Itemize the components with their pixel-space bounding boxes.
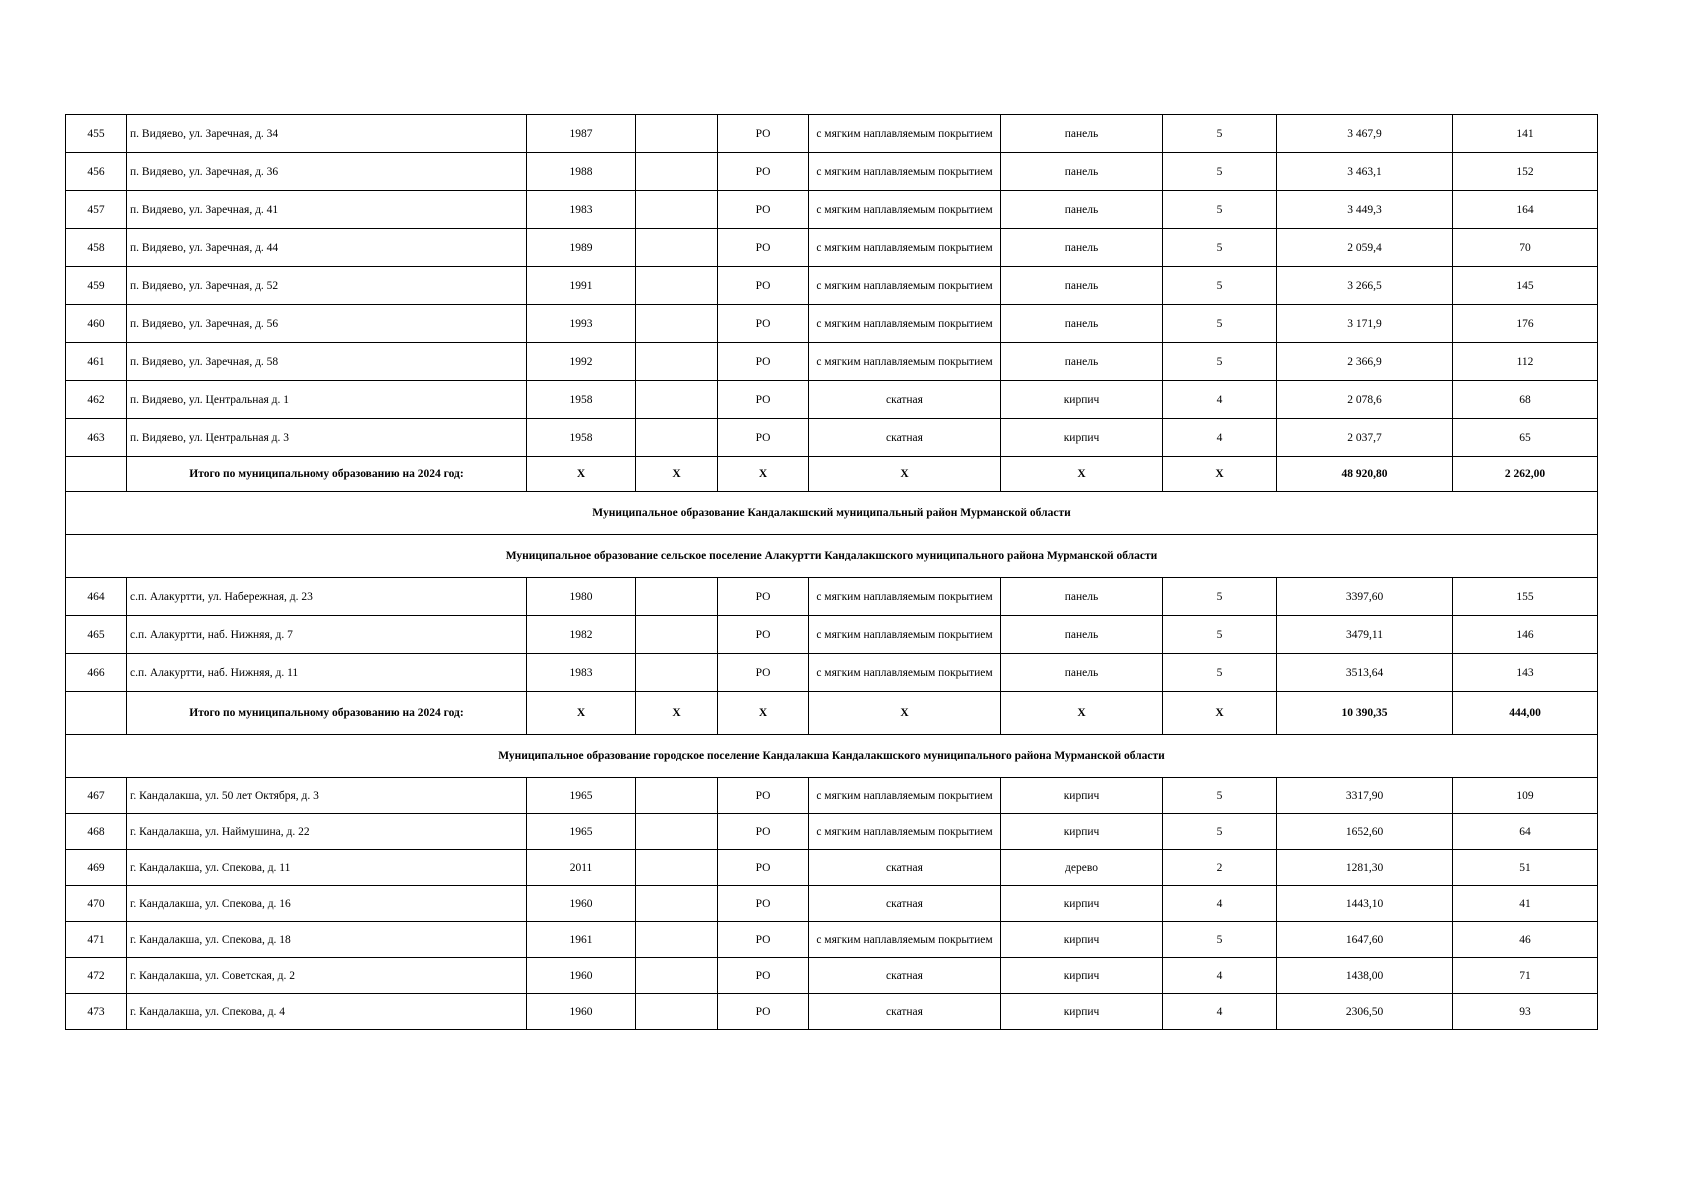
row-number: 466 [66,654,127,692]
address-cell: п. Видяево, ул. Заречная, д. 34 [127,115,527,153]
total-x-cell: X [527,692,636,735]
wall-cell: кирпич [1001,814,1163,850]
form-cell: РО [718,814,809,850]
floors-cell: 5 [1163,578,1277,616]
address-cell: г. Кандалакша, ул. Спекова, д. 18 [127,922,527,958]
floors-cell: 5 [1163,305,1277,343]
total-area: 48 920,80 [1277,457,1453,492]
table-row [66,153,1598,191]
floors-cell: 5 [1163,654,1277,692]
floors-cell: 4 [1163,419,1277,457]
form-cell: РО [718,267,809,305]
roof-cell: с мягким наплавляемым покрытием [809,115,1001,153]
wall-cell: кирпич [1001,922,1163,958]
total-x-cell: X [1001,457,1163,492]
area-cell: 1647,60 [1277,922,1453,958]
address-cell: г. Кандалакша, ул. Советская, д. 2 [127,958,527,994]
blank-cell [636,654,718,692]
year-cell: 1961 [527,922,636,958]
address-cell: г. Кандалакша, ул. 50 лет Октября, д. 3 [127,778,527,814]
address-cell: п. Видяево, ул. Заречная, д. 52 [127,267,527,305]
total-x-cell: X [718,457,809,492]
form-cell: РО [718,153,809,191]
residents-cell: 155 [1453,578,1598,616]
total-x-cell: X [809,457,1001,492]
area-cell: 3397,60 [1277,578,1453,616]
total-residents: 2 262,00 [1453,457,1598,492]
row-number: 470 [66,886,127,922]
year-cell: 1991 [527,267,636,305]
wall-cell: панель [1001,153,1163,191]
address-cell: г. Кандалакша, ул. Спекова, д. 11 [127,850,527,886]
row-number: 457 [66,191,127,229]
row-number: 461 [66,343,127,381]
row-number: 465 [66,616,127,654]
wall-cell: панель [1001,115,1163,153]
area-cell: 3 463,1 [1277,153,1453,191]
total-x-cell: X [1001,692,1163,735]
blank-cell [636,153,718,191]
residents-cell: 164 [1453,191,1598,229]
wall-cell: панель [1001,191,1163,229]
floors-cell: 5 [1163,343,1277,381]
year-cell: 1960 [527,994,636,1030]
blank-cell [636,958,718,994]
settlement-title: Муниципальное образование городское поселение Кандалакша Кандалакшского муниципального района Мурманской области [66,735,1598,778]
blank-cell [636,305,718,343]
address-cell: г. Кандалакша, ул. Спекова, д. 4 [127,994,527,1030]
total-residents: 444,00 [1453,692,1598,735]
year-cell: 1987 [527,115,636,153]
table-row [66,850,1598,886]
year-cell: 1960 [527,958,636,994]
wall-cell: панель [1001,616,1163,654]
table-row [66,305,1598,343]
total-x-cell: X [636,692,718,735]
table-row [66,886,1598,922]
wall-cell: кирпич [1001,958,1163,994]
year-cell: 1992 [527,343,636,381]
year-cell: 1965 [527,778,636,814]
residents-cell: 68 [1453,381,1598,419]
address-cell: г. Кандалакша, ул. Спекова, д. 16 [127,886,527,922]
blank-cell [636,886,718,922]
area-cell: 3 266,5 [1277,267,1453,305]
roof-cell: с мягким наплавляемым покрытием [809,229,1001,267]
blank-cell [636,381,718,419]
address-cell: с.п. Алакуртти, наб. Нижняя, д. 7 [127,616,527,654]
floors-cell: 4 [1163,381,1277,419]
blank-cell [636,616,718,654]
roof-cell: скатная [809,381,1001,419]
form-cell: РО [718,305,809,343]
row-number: 456 [66,153,127,191]
floors-cell: 4 [1163,958,1277,994]
year-cell: 1958 [527,419,636,457]
blank-cell [636,850,718,886]
residents-cell: 51 [1453,850,1598,886]
form-cell: РО [718,115,809,153]
roof-cell: с мягким наплавляемым покрытием [809,778,1001,814]
district-title: Муниципальное образование Кандалакшский муниципальный район Мурманской области [66,492,1598,535]
residents-cell: 41 [1453,886,1598,922]
floors-cell: 5 [1163,229,1277,267]
year-cell: 1980 [527,578,636,616]
wall-cell: панель [1001,229,1163,267]
table-row [66,343,1598,381]
wall-cell: панель [1001,578,1163,616]
table-row [66,922,1598,958]
year-cell: 2011 [527,850,636,886]
total-x-cell: X [527,457,636,492]
section-row [66,735,1598,778]
blank-cell [636,343,718,381]
form-cell: РО [718,994,809,1030]
total-label: Итого по муниципальному образованию на 2024 год: [127,457,527,492]
roof-cell: скатная [809,419,1001,457]
blank-cell [636,778,718,814]
table-row [66,115,1598,153]
residents-cell: 70 [1453,229,1598,267]
roof-cell: скатная [809,886,1001,922]
table-row [66,229,1598,267]
wall-cell: кирпич [1001,886,1163,922]
year-cell: 1983 [527,654,636,692]
table-body [66,115,1598,1030]
address-cell: с.п. Алакуртти, ул. Набережная, д. 23 [127,578,527,616]
residents-cell: 93 [1453,994,1598,1030]
form-cell: РО [718,191,809,229]
address-cell: п. Видяево, ул. Заречная, д. 56 [127,305,527,343]
row-number: 458 [66,229,127,267]
section-row [66,492,1598,535]
year-cell: 1993 [527,305,636,343]
area-cell: 2 366,9 [1277,343,1453,381]
row-number: 462 [66,381,127,419]
residents-cell: 112 [1453,343,1598,381]
roof-cell: с мягким наплавляемым покрытием [809,578,1001,616]
roof-cell: с мягким наплавляемым покрытием [809,305,1001,343]
year-cell: 1965 [527,814,636,850]
table-row [66,616,1598,654]
residents-cell: 145 [1453,267,1598,305]
area-cell: 3 467,9 [1277,115,1453,153]
roof-cell: скатная [809,958,1001,994]
row-number: 469 [66,850,127,886]
table-row [66,578,1598,616]
year-cell: 1982 [527,616,636,654]
wall-cell: кирпич [1001,778,1163,814]
address-cell: п. Видяево, ул. Заречная, д. 41 [127,191,527,229]
roof-cell: скатная [809,850,1001,886]
address-cell: п. Видяево, ул. Заречная, д. 36 [127,153,527,191]
wall-cell: дерево [1001,850,1163,886]
residents-cell: 71 [1453,958,1598,994]
total-empty-cell [66,692,127,735]
floors-cell: 5 [1163,153,1277,191]
area-cell: 1652,60 [1277,814,1453,850]
floors-cell: 5 [1163,778,1277,814]
wall-cell: кирпич [1001,419,1163,457]
area-cell: 2 037,7 [1277,419,1453,457]
roof-cell: с мягким наплавляемым покрытием [809,191,1001,229]
area-cell: 3317,90 [1277,778,1453,814]
form-cell: РО [718,419,809,457]
total-x-cell: X [718,692,809,735]
area-cell: 2 059,4 [1277,229,1453,267]
form-cell: РО [718,343,809,381]
roof-cell: скатная [809,994,1001,1030]
blank-cell [636,191,718,229]
blank-cell [636,267,718,305]
row-number: 459 [66,267,127,305]
row-number: 463 [66,419,127,457]
form-cell: РО [718,654,809,692]
residents-cell: 46 [1453,922,1598,958]
row-number: 464 [66,578,127,616]
blank-cell [636,922,718,958]
form-cell: РО [718,886,809,922]
year-cell: 1983 [527,191,636,229]
residents-cell: 65 [1453,419,1598,457]
floors-cell: 4 [1163,886,1277,922]
address-cell: п. Видяево, ул. Центральная д. 3 [127,419,527,457]
blank-cell [636,419,718,457]
year-cell: 1988 [527,153,636,191]
table-row [66,267,1598,305]
housing-register-table [65,114,1598,1030]
wall-cell: панель [1001,267,1163,305]
settlement-title: Муниципальное образование сельское поселение Алакуртти Кандалакшского муниципального района Мурманской области [66,535,1598,578]
residents-cell: 141 [1453,115,1598,153]
row-number: 468 [66,814,127,850]
floors-cell: 5 [1163,191,1277,229]
residents-cell: 176 [1453,305,1598,343]
roof-cell: с мягким наплавляемым покрытием [809,616,1001,654]
form-cell: РО [718,229,809,267]
roof-cell: с мягким наплавляемым покрытием [809,814,1001,850]
row-number: 467 [66,778,127,814]
address-cell: п. Видяево, ул. Заречная, д. 58 [127,343,527,381]
area-cell: 2 078,6 [1277,381,1453,419]
blank-cell [636,814,718,850]
floors-cell: 5 [1163,922,1277,958]
address-cell: с.п. Алакуртти, наб. Нижняя, д. 11 [127,654,527,692]
total-area: 10 390,35 [1277,692,1453,735]
area-cell: 1281,30 [1277,850,1453,886]
table-row [66,958,1598,994]
total-label: Итого по муниципальному образованию на 2024 год: [127,692,527,735]
address-cell: п. Видяево, ул. Центральная д. 1 [127,381,527,419]
floors-cell: 5 [1163,115,1277,153]
total-x-cell: X [636,457,718,492]
floors-cell: 5 [1163,814,1277,850]
table-row [66,778,1598,814]
floors-cell: 5 [1163,616,1277,654]
floors-cell: 5 [1163,267,1277,305]
roof-cell: с мягким наплавляемым покрытием [809,267,1001,305]
row-number: 455 [66,115,127,153]
area-cell: 2306,50 [1277,994,1453,1030]
residents-cell: 152 [1453,153,1598,191]
form-cell: РО [718,578,809,616]
year-cell: 1960 [527,886,636,922]
table-row [66,654,1598,692]
form-cell: РО [718,922,809,958]
form-cell: РО [718,850,809,886]
row-number: 473 [66,994,127,1030]
wall-cell: кирпич [1001,381,1163,419]
blank-cell [636,229,718,267]
table-row [66,191,1598,229]
total-empty-cell [66,457,127,492]
form-cell: РО [718,958,809,994]
blank-cell [636,578,718,616]
row-number: 460 [66,305,127,343]
residents-cell: 143 [1453,654,1598,692]
total-x-cell: X [1163,457,1277,492]
wall-cell: панель [1001,343,1163,381]
residents-cell: 64 [1453,814,1598,850]
roof-cell: с мягким наплавляемым покрытием [809,922,1001,958]
form-cell: РО [718,616,809,654]
area-cell: 3 449,3 [1277,191,1453,229]
area-cell: 1438,00 [1277,958,1453,994]
total-row [66,457,1598,492]
total-x-cell: X [809,692,1001,735]
roof-cell: с мягким наплавляемым покрытием [809,654,1001,692]
row-number: 472 [66,958,127,994]
area-cell: 3513,64 [1277,654,1453,692]
floors-cell: 4 [1163,994,1277,1030]
wall-cell: панель [1001,654,1163,692]
residents-cell: 109 [1453,778,1598,814]
total-row [66,692,1598,735]
table-row [66,419,1598,457]
table-row [66,381,1598,419]
row-number: 471 [66,922,127,958]
roof-cell: с мягким наплавляемым покрытием [809,153,1001,191]
section-row [66,535,1598,578]
address-cell: г. Кандалакша, ул. Наймушина, д. 22 [127,814,527,850]
residents-cell: 146 [1453,616,1598,654]
year-cell: 1958 [527,381,636,419]
year-cell: 1989 [527,229,636,267]
table-row [66,994,1598,1030]
blank-cell [636,115,718,153]
table-row [66,814,1598,850]
wall-cell: кирпич [1001,994,1163,1030]
roof-cell: с мягким наплавляемым покрытием [809,343,1001,381]
floors-cell: 2 [1163,850,1277,886]
form-cell: РО [718,778,809,814]
address-cell: п. Видяево, ул. Заречная, д. 44 [127,229,527,267]
form-cell: РО [718,381,809,419]
area-cell: 3 171,9 [1277,305,1453,343]
area-cell: 1443,10 [1277,886,1453,922]
blank-cell [636,994,718,1030]
area-cell: 3479,11 [1277,616,1453,654]
wall-cell: панель [1001,305,1163,343]
total-x-cell: X [1163,692,1277,735]
